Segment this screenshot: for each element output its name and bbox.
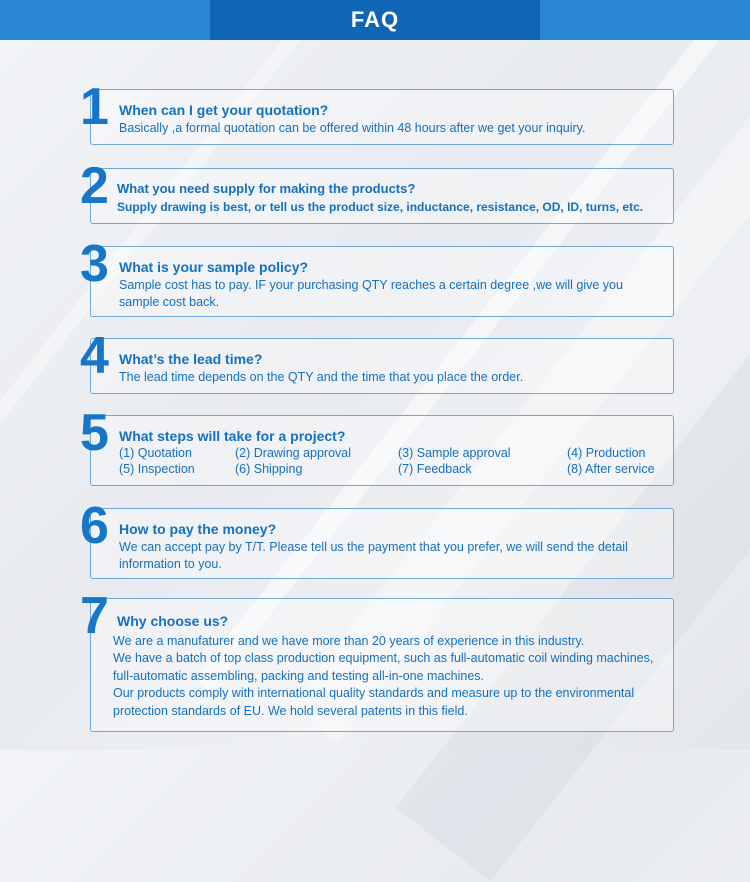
step-item: (8) After service — [567, 462, 655, 476]
faq-box — [90, 598, 674, 732]
faq-box — [90, 338, 674, 394]
faq-answer: We can accept pay by T/T. Please tell us the payment that you prefer, we will send the detail information to you. — [119, 540, 628, 571]
faq-box — [90, 168, 674, 224]
header-left-panel — [0, 0, 210, 40]
faq-number: 5 — [80, 404, 109, 462]
answer-line: Our products comply with international quality standards and measure up to the environmental protection standards of EU. We hold several patents in this field. — [113, 686, 635, 718]
faq-question: What’s the lead time? — [119, 351, 263, 367]
step-item: (1) Quotation — [119, 446, 192, 460]
step-item: (4) Production — [567, 446, 646, 460]
faq-number: 1 — [80, 78, 109, 136]
step-item: (5) Inspection — [119, 462, 195, 476]
answer-line: We are a manufaturer and we have more than 20 years of experience in this industry. — [113, 634, 585, 648]
header-bar — [0, 0, 750, 40]
faq-question: How to pay the money? — [119, 521, 277, 537]
faq-number: 3 — [80, 235, 109, 293]
step-item: (2) Drawing approval — [235, 446, 352, 460]
faq-question: What is your sample policy? — [119, 259, 309, 275]
faq-question: What you need supply for making the products? — [117, 181, 416, 196]
step-item: (6) Shipping — [235, 462, 303, 476]
faq-question: Why choose us? — [117, 613, 229, 629]
step-item: (3) Sample approval — [398, 446, 511, 460]
faq-number: 4 — [80, 327, 109, 385]
faq-answer: Supply drawing is best, or tell us the product size, inductance, resistance, OD, ID, turns, etc. — [117, 200, 644, 214]
faq-question: When can I get your quotation? — [119, 102, 329, 118]
faq-number: 6 — [80, 497, 109, 555]
header-right-panel — [540, 0, 750, 40]
faq-box — [90, 415, 674, 486]
answer-line: We have a batch of top class production equipment, such as full-automatic coil winding machines, full-automatic assembling, packing and testing all-in-one machines. — [113, 651, 654, 683]
faq-answer — [113, 633, 668, 720]
faq-number: 2 — [80, 157, 109, 215]
faq-answer: Basically ,a formal quotation can be offered within 48 hours after we get your inquiry. — [119, 121, 586, 135]
faq-answer: The lead time depends on the QTY and the time that you place the order. — [119, 370, 524, 384]
page-title: FAQ — [210, 0, 540, 40]
faq-box — [90, 508, 674, 579]
faq-box — [90, 246, 674, 317]
step-item: (7) Feedback — [398, 462, 472, 476]
faq-number: 7 — [80, 587, 109, 645]
faq-answer: Sample cost has to pay. IF your purchasing QTY reaches a certain degree ,we will give you sample cost back. — [119, 278, 623, 309]
faq-box — [90, 89, 674, 145]
faq-question: What steps will take for a project? — [119, 428, 346, 444]
